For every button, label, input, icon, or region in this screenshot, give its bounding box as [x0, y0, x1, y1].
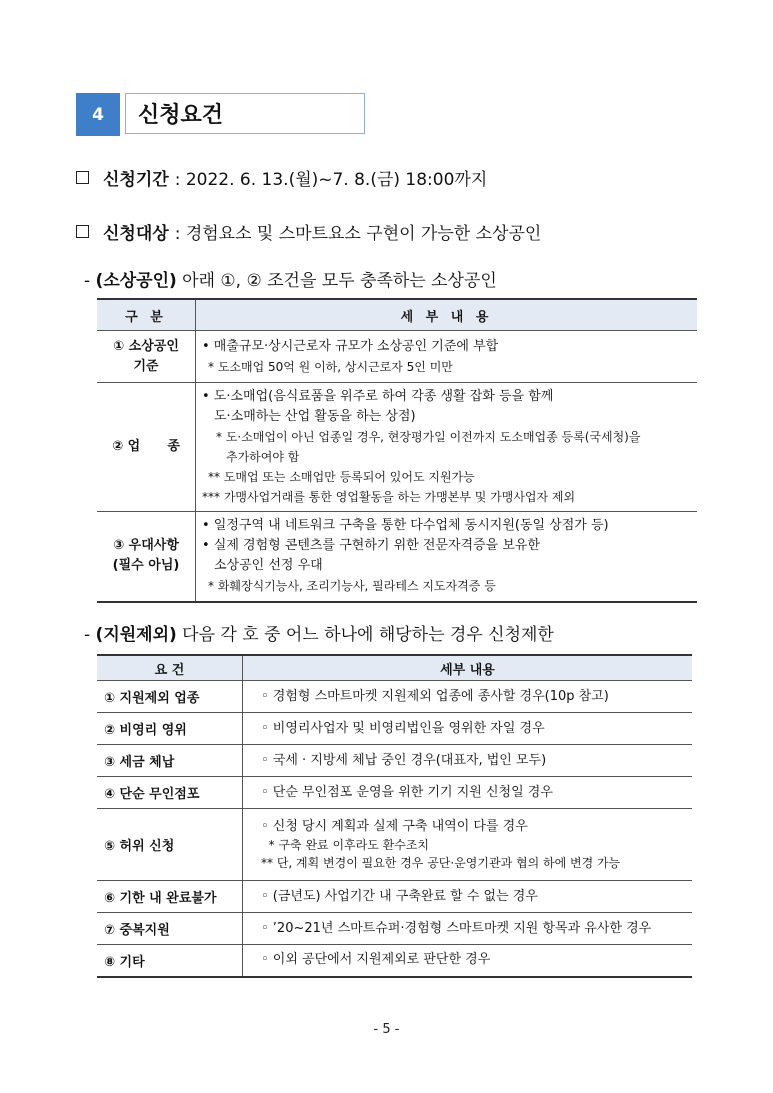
eligible-line [84, 266, 497, 291]
section-header [76, 93, 366, 136]
row-detail [243, 881, 693, 913]
table-row [97, 945, 692, 977]
detail-line: 도·소매하는 산업 활동을 하는 상점) [214, 409, 416, 424]
detail-line: 소상공인 선정 우대 [214, 558, 323, 574]
detail-line: ◦ 비영리사업자 및 비영리법인을 영위한 자일 경우 [261, 720, 545, 736]
table-header-row [97, 655, 692, 681]
row-label: ④ 단순 무인점포 [97, 777, 243, 809]
detail-note: * 도·소매업이 아닌 업종일 경우, 현장평가일 이전까지 도소매업종 등록(국세청)을 [216, 430, 641, 444]
eligible-text: 아래 ①, ② 조건을 모두 충족하는 소상공인 [176, 271, 497, 291]
detail-line: ◦ 경험형 스마트마켓 지원제외 업종에 종사할 경우(10p 참고) [261, 688, 609, 704]
row-label [97, 331, 196, 383]
row-detail [243, 777, 693, 809]
table-row [97, 681, 692, 713]
detail-line: ◦ (금년도) 사업기간 내 구축완료 할 수 없는 경우 [261, 888, 538, 904]
row-detail [243, 809, 693, 881]
table-row [97, 913, 692, 945]
eligibility-table [97, 298, 697, 603]
checkbox-icon [76, 225, 89, 238]
excluded-prefix: - [84, 625, 96, 645]
section-title: 신청요건 [138, 103, 224, 128]
table-header-detail: 세 부 내 용 [196, 299, 698, 331]
row-label-line: ③ 우대사항 [113, 538, 179, 554]
row-label [97, 512, 196, 602]
row-detail [243, 681, 693, 713]
excluded-line [84, 620, 554, 645]
period-label: 신청기간 [103, 170, 169, 190]
eligible-prefix: - [84, 271, 96, 291]
section-number: 4 [76, 93, 120, 136]
row-detail [196, 512, 698, 602]
detail-line: ◦ 국세 · 지방세 체납 중인 경우(대표자, 법인 모두) [261, 752, 547, 768]
row-label-line: 기준 [133, 358, 159, 374]
target-line [76, 219, 541, 244]
row-label: ① 지원제외 업종 [97, 681, 243, 713]
table-header-detail: 세부 내용 [243, 655, 693, 681]
row-detail [243, 745, 693, 777]
row-detail [196, 383, 698, 512]
table-row [97, 809, 692, 881]
section-title-box [125, 93, 365, 134]
target-label: 신청대상 [103, 224, 169, 244]
table-row [97, 745, 692, 777]
table-row [97, 777, 692, 809]
detail-line: • 실제 경험형 콘텐츠를 구현하기 위한 전문자격증을 보유한 [202, 538, 540, 554]
table-row [97, 383, 697, 512]
row-label-line: ② 업 종 [112, 439, 180, 454]
row-detail [243, 945, 693, 977]
table-header-requirement: 요 건 [97, 655, 243, 681]
page-number: - 5 - [373, 1022, 400, 1037]
table-header-row [97, 299, 697, 331]
row-detail [243, 713, 693, 745]
row-label: ⑤ 허위 신청 [97, 809, 243, 881]
excluded-label: (지원제외) [95, 625, 177, 645]
row-label-line: ① 소상공인 [113, 338, 179, 354]
table-header-category: 구 분 [97, 299, 196, 331]
row-label: ⑦ 중복지원 [97, 913, 243, 945]
detail-line: ◦ ’20~21년 스마트슈퍼·경험형 스마트마켓 지원 항목과 유사한 경우 [261, 920, 652, 936]
detail-note: *** 가맹사업거래를 통한 영업활동을 하는 가맹본부 및 가맹사업자 제외 [202, 490, 576, 504]
excluded-text: 다음 각 호 중 어느 하나에 해당하는 경우 신청제한 [176, 625, 554, 645]
row-label: ⑥ 기한 내 완료불가 [97, 881, 243, 913]
row-label-line: (필수 아님) [112, 558, 180, 574]
table-row [97, 512, 697, 602]
row-detail [196, 331, 698, 383]
detail-line: • 도·소매업(음식료품을 위주로 하여 각종 생활 잡화 등을 함께 [202, 389, 554, 404]
row-label: ⑧ 기타 [97, 945, 243, 977]
detail-note: ** 단, 계획 변경이 필요한 경우 공단·운영기관과 협의 하에 변경 가능 [261, 855, 621, 870]
detail-note: 추가하여야 함 [226, 450, 300, 464]
eligible-label: (소상공인) [95, 271, 177, 291]
table-row [97, 331, 697, 383]
period-line [76, 165, 487, 190]
detail-note: * 도소매업 50억 원 이하, 상시근로자 5인 미만 [208, 359, 453, 374]
detail-note: * 화훼장식기능사, 조리기능사, 필라테스 지도자격증 등 [208, 579, 496, 594]
row-label: ② 비영리 영위 [97, 713, 243, 745]
target-value: : 경험요소 및 스마트요소 구현이 가능한 소상공인 [174, 224, 542, 244]
table-row [97, 713, 692, 745]
exclusion-table [97, 654, 692, 978]
detail-line: • 매출규모·상시근로자 규모가 소상공인 기준에 부합 [202, 338, 499, 354]
row-label: ③ 세금 체납 [97, 745, 243, 777]
detail-line: ◦ 이외 공단에서 지원제외로 판단한 경우 [261, 952, 491, 968]
checkbox-icon [76, 171, 89, 184]
row-detail [243, 913, 693, 945]
detail-note: * 구축 완료 이후라도 환수조치 [261, 837, 429, 852]
detail-note: ** 도매업 또는 소매업만 등록되어 있어도 지원가능 [208, 470, 475, 484]
detail-line: ◦ 신청 당시 계획과 실제 구축 내역이 다를 경우 [261, 818, 528, 834]
row-label [97, 383, 196, 512]
table-row [97, 881, 692, 913]
period-value: : 2022. 6. 13.(월)~7. 8.(금) 18:00까지 [174, 170, 488, 190]
detail-line: • 일정구역 내 네트워크 구축을 통한 다수업체 동시지원(동일 상점가 등) [202, 518, 609, 534]
detail-line: ◦ 단순 무인점포 운영을 위한 기기 지원 신청일 경우 [261, 784, 553, 800]
